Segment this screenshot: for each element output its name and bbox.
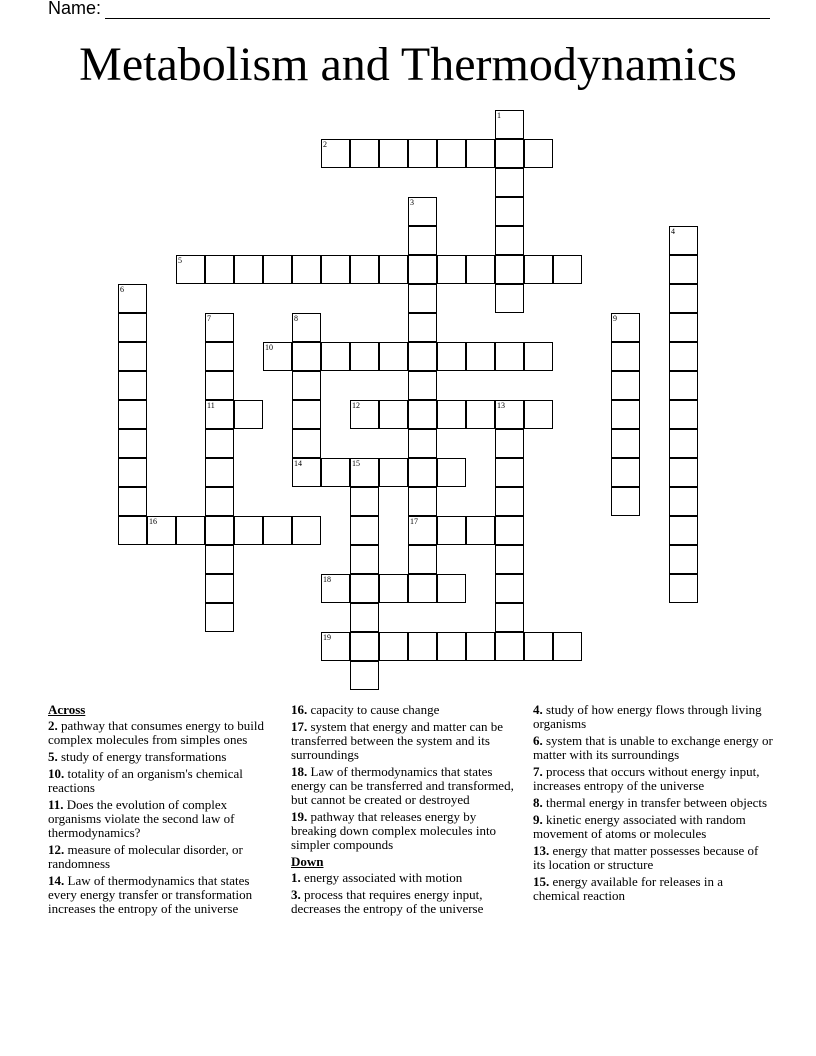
clue-num: 4. — [533, 702, 543, 717]
crossword-cell[interactable] — [350, 574, 379, 603]
clue-number: 3 — [410, 198, 414, 207]
crossword-cell[interactable] — [495, 574, 524, 603]
crossword-cell[interactable] — [234, 255, 263, 284]
crossword-cell[interactable] — [321, 342, 350, 371]
across-heading: Across — [48, 702, 86, 717]
crossword-cell[interactable] — [495, 255, 524, 284]
crossword-cell[interactable] — [379, 574, 408, 603]
clue-num: 18. — [291, 764, 308, 779]
crossword-cell[interactable] — [292, 342, 321, 371]
crossword-cell[interactable] — [292, 429, 321, 458]
crossword-cell[interactable] — [408, 429, 437, 458]
clue-item — [533, 796, 773, 810]
crossword-cell[interactable] — [118, 284, 147, 313]
crossword-cell[interactable] — [292, 458, 321, 487]
crossword-cell[interactable] — [611, 400, 640, 429]
name-label: Name: — [48, 0, 102, 18]
clue-item — [533, 734, 773, 762]
crossword-cell[interactable] — [495, 139, 524, 168]
clue-item — [533, 703, 773, 731]
clue-number: 7 — [207, 314, 211, 323]
crossword-cell[interactable] — [118, 516, 147, 545]
crossword-cell[interactable] — [611, 313, 640, 342]
crossword-cell[interactable] — [611, 342, 640, 371]
clue-item — [533, 875, 773, 903]
crossword-cell[interactable] — [292, 371, 321, 400]
crossword-cell[interactable] — [495, 284, 524, 313]
crossword-cell[interactable] — [437, 632, 466, 661]
crossword-cell[interactable] — [205, 487, 234, 516]
crossword-cell[interactable] — [495, 487, 524, 516]
clue-item — [533, 765, 773, 793]
crossword-cell[interactable] — [553, 255, 582, 284]
clue-text: system that is unable to exchange energy or matter with its surroundings — [533, 733, 773, 762]
crossword-cell[interactable] — [524, 255, 553, 284]
crossword-cell[interactable] — [205, 342, 234, 371]
crossword-cell[interactable] — [176, 516, 205, 545]
clue-text: Does the evolution of complex organisms violate the second law of thermodynamics? — [48, 797, 235, 840]
crossword-cell[interactable] — [408, 371, 437, 400]
clue-num: 1. — [291, 870, 301, 885]
crossword-cell[interactable] — [350, 255, 379, 284]
clue-num: 2. — [48, 718, 58, 733]
crossword-cell[interactable] — [437, 255, 466, 284]
clue-number: 4 — [671, 227, 675, 236]
clue-text: pathway that releases energy by breaking down complex molecules into simpler compounds — [291, 809, 497, 852]
crossword-cell[interactable] — [408, 226, 437, 255]
page-title: Metabolism and Thermodynamics — [79, 38, 737, 91]
clue-number: 14 — [294, 459, 302, 468]
crossword-cell[interactable] — [669, 255, 698, 284]
crossword-cell[interactable] — [495, 400, 524, 429]
crossword-cell[interactable] — [495, 429, 524, 458]
crossword-cell[interactable] — [495, 603, 524, 632]
crossword-cell[interactable] — [611, 487, 640, 516]
crossword-cell[interactable] — [379, 139, 408, 168]
crossword-cell[interactable] — [495, 342, 524, 371]
crossword-cell[interactable] — [321, 632, 350, 661]
clues-column-3 — [533, 703, 773, 906]
crossword-cell[interactable] — [118, 429, 147, 458]
crossword-cell[interactable] — [205, 574, 234, 603]
crossword-cell[interactable] — [611, 371, 640, 400]
crossword-cell[interactable] — [669, 487, 698, 516]
crossword-cell[interactable] — [524, 632, 553, 661]
crossword-cell[interactable] — [205, 545, 234, 574]
crossword-cell[interactable] — [669, 429, 698, 458]
clue-number: 6 — [120, 285, 124, 294]
crossword-cell[interactable] — [205, 516, 234, 545]
crossword-cell[interactable] — [350, 516, 379, 545]
crossword-cell[interactable] — [118, 313, 147, 342]
clue-item — [48, 798, 280, 840]
clue-number: 2 — [323, 140, 327, 149]
clue-text: process that requires energy input, decreases the entropy of the universe — [291, 887, 484, 916]
crossword-cell[interactable] — [350, 342, 379, 371]
clue-number: 12 — [352, 401, 360, 410]
clue-text: process that occurs without energy input, increases entropy of the universe — [533, 764, 760, 793]
crossword-cell[interactable] — [437, 342, 466, 371]
crossword-cell[interactable] — [118, 400, 147, 429]
clue-text: study of how energy flows through living organisms — [533, 702, 762, 731]
crossword-cell[interactable] — [553, 632, 582, 661]
crossword-cell[interactable] — [234, 516, 263, 545]
clue-number: 11 — [207, 401, 215, 410]
crossword-cell[interactable] — [292, 400, 321, 429]
crossword-cell[interactable] — [669, 458, 698, 487]
clue-text: energy available for releases in a chemical reaction — [533, 874, 723, 903]
crossword-cell[interactable] — [408, 400, 437, 429]
crossword-cell[interactable] — [408, 632, 437, 661]
crossword-cell[interactable] — [524, 342, 553, 371]
crossword-cell[interactable] — [263, 255, 292, 284]
down-heading: Down — [291, 854, 324, 869]
clue-num: 15. — [533, 874, 550, 889]
crossword-cell[interactable] — [669, 545, 698, 574]
crossword-cell[interactable] — [408, 197, 437, 226]
crossword-cell[interactable] — [495, 110, 524, 139]
crossword-cell[interactable] — [669, 371, 698, 400]
clue-num: 12. — [48, 842, 65, 857]
crossword-cell[interactable] — [437, 458, 466, 487]
crossword-cell[interactable] — [437, 574, 466, 603]
clue-num: 11. — [48, 797, 64, 812]
clue-number: 17 — [410, 517, 418, 526]
clue-number: 10 — [265, 343, 273, 352]
clue-num: 10. — [48, 766, 65, 781]
name-underline[interactable] — [105, 2, 770, 19]
clue-num: 9. — [533, 812, 543, 827]
clue-num: 6. — [533, 733, 543, 748]
crossword-cell[interactable] — [350, 545, 379, 574]
crossword-cell[interactable] — [669, 313, 698, 342]
clue-number: 8 — [294, 314, 298, 323]
crossword-cell[interactable] — [408, 255, 437, 284]
crossword-cell[interactable] — [379, 255, 408, 284]
clue-item — [48, 874, 280, 916]
clue-item — [48, 750, 280, 764]
crossword-cell[interactable] — [669, 226, 698, 255]
clue-text: kinetic energy associated with random movement of atoms or molecules — [533, 812, 746, 841]
crossword-cell[interactable] — [669, 342, 698, 371]
crossword-cell[interactable] — [205, 429, 234, 458]
crossword-cell[interactable] — [379, 458, 408, 487]
clue-text: Law of thermodynamics that states every energy transfer or transformation increases the entropy of the universe — [48, 873, 253, 916]
crossword-cell[interactable] — [350, 458, 379, 487]
crossword-cell[interactable] — [466, 400, 495, 429]
crossword-cell[interactable] — [408, 284, 437, 313]
crossword-cell[interactable] — [466, 255, 495, 284]
crossword-cell[interactable] — [205, 603, 234, 632]
down-clue-list-b — [533, 703, 773, 903]
crossword-cell[interactable] — [408, 139, 437, 168]
crossword-cell[interactable] — [466, 632, 495, 661]
crossword-cell[interactable] — [408, 487, 437, 516]
crossword-cell[interactable] — [205, 400, 234, 429]
crossword-cell[interactable] — [495, 632, 524, 661]
crossword-cell[interactable] — [466, 516, 495, 545]
crossword-cell[interactable] — [437, 400, 466, 429]
clue-item — [291, 810, 523, 852]
clue-item — [48, 843, 280, 871]
crossword-cell[interactable] — [292, 516, 321, 545]
crossword-cell[interactable] — [321, 255, 350, 284]
crossword-cell[interactable] — [669, 400, 698, 429]
clues-column-2 — [291, 703, 523, 919]
crossword-cell[interactable] — [147, 516, 176, 545]
clue-num: 16. — [291, 702, 308, 717]
clue-num: 13. — [533, 843, 550, 858]
crossword-cell[interactable] — [205, 255, 234, 284]
crossword-cell[interactable] — [379, 400, 408, 429]
crossword-cell[interactable] — [495, 197, 524, 226]
crossword-cell[interactable] — [118, 458, 147, 487]
clue-text: study of energy transformations — [57, 749, 227, 764]
crossword-cell[interactable] — [321, 458, 350, 487]
crossword-cell[interactable] — [205, 313, 234, 342]
crossword-cell[interactable] — [176, 255, 205, 284]
clue-num: 7. — [533, 764, 543, 779]
crossword-cell[interactable] — [408, 545, 437, 574]
clue-number: 18 — [323, 575, 331, 584]
crossword-cell[interactable] — [263, 516, 292, 545]
across-clue-list-b — [291, 703, 523, 852]
crossword-cell[interactable] — [495, 226, 524, 255]
crossword-cell[interactable] — [466, 342, 495, 371]
clue-num: 5. — [48, 749, 58, 764]
crossword-cell[interactable] — [292, 255, 321, 284]
clue-number: 5 — [178, 256, 182, 265]
crossword-cell[interactable] — [495, 168, 524, 197]
clue-text: energy that matter possesses because of its location or structure — [533, 843, 759, 872]
clue-text: pathway that consumes energy to build complex molecules from simples ones — [48, 718, 265, 747]
clue-num: 17. — [291, 719, 308, 734]
clue-text: capacity to cause change — [307, 702, 440, 717]
clue-item — [291, 720, 523, 762]
clue-item — [291, 888, 523, 916]
clue-text: totality of an organism's chemical reactions — [48, 766, 243, 795]
crossword-cell[interactable] — [495, 516, 524, 545]
clue-num: 3. — [291, 887, 301, 902]
name-field[interactable] — [48, 0, 770, 19]
clue-item — [291, 703, 523, 717]
clues-column-1 — [48, 703, 280, 919]
clue-number: 1 — [497, 111, 501, 120]
crossword-cell[interactable] — [524, 139, 553, 168]
clue-num: 19. — [291, 809, 308, 824]
clue-item — [291, 765, 523, 807]
crossword-cell[interactable] — [234, 400, 263, 429]
clue-number: 9 — [613, 314, 617, 323]
crossword-cell[interactable] — [466, 139, 495, 168]
crossword-cell[interactable] — [350, 139, 379, 168]
clue-number: 16 — [149, 517, 157, 526]
crossword-cell[interactable] — [669, 516, 698, 545]
crossword-cell[interactable] — [408, 313, 437, 342]
crossword-cell[interactable] — [118, 371, 147, 400]
crossword-cell[interactable] — [350, 400, 379, 429]
crossword-cell[interactable] — [118, 487, 147, 516]
across-clue-list-a — [48, 719, 280, 916]
crossword-cell[interactable] — [495, 545, 524, 574]
clue-number: 13 — [497, 401, 505, 410]
crossword-cell[interactable] — [350, 487, 379, 516]
crossword-cell[interactable] — [437, 516, 466, 545]
clue-number: 19 — [323, 633, 331, 642]
crossword-cell[interactable] — [205, 458, 234, 487]
clue-number: 15 — [352, 459, 360, 468]
crossword-cell[interactable] — [379, 632, 408, 661]
clue-item — [48, 719, 280, 747]
crossword-cell[interactable] — [437, 139, 466, 168]
clue-item — [48, 767, 280, 795]
crossword-cell[interactable] — [321, 574, 350, 603]
crossword-cell[interactable] — [292, 313, 321, 342]
crossword-cell[interactable] — [408, 342, 437, 371]
crossword-cell[interactable] — [321, 139, 350, 168]
crossword-cell[interactable] — [350, 632, 379, 661]
crossword-cell[interactable] — [495, 458, 524, 487]
crossword-cell[interactable] — [524, 400, 553, 429]
clue-item — [533, 844, 773, 872]
clue-item — [291, 871, 523, 885]
crossword-cell[interactable] — [118, 342, 147, 371]
crossword-cell[interactable] — [263, 342, 292, 371]
crossword-cell[interactable] — [205, 371, 234, 400]
crossword-cell[interactable] — [669, 574, 698, 603]
crossword-cell[interactable] — [408, 574, 437, 603]
clue-text: system that energy and matter can be transferred between the system and its surroundings — [291, 719, 504, 762]
crossword-cell[interactable] — [408, 516, 437, 545]
crossword-cell[interactable] — [611, 429, 640, 458]
clue-text: thermal energy in transfer between objects — [542, 795, 768, 810]
crossword-cell[interactable] — [379, 342, 408, 371]
clue-text: energy associated with motion — [300, 870, 463, 885]
crossword-cell[interactable] — [350, 661, 379, 690]
clue-num: 8. — [533, 795, 543, 810]
crossword-cell[interactable] — [669, 284, 698, 313]
crossword-cell[interactable] — [408, 458, 437, 487]
down-clue-list-a — [291, 871, 523, 916]
clue-text: measure of molecular disorder, or randomness — [48, 842, 243, 871]
clue-item — [533, 813, 773, 841]
crossword-cell[interactable] — [611, 458, 640, 487]
clue-num: 14. — [48, 873, 65, 888]
clue-text: Law of thermodynamics that states energy can be transferred and transformed, but cannot be created or destroyed — [291, 764, 514, 807]
crossword-cell[interactable] — [350, 603, 379, 632]
